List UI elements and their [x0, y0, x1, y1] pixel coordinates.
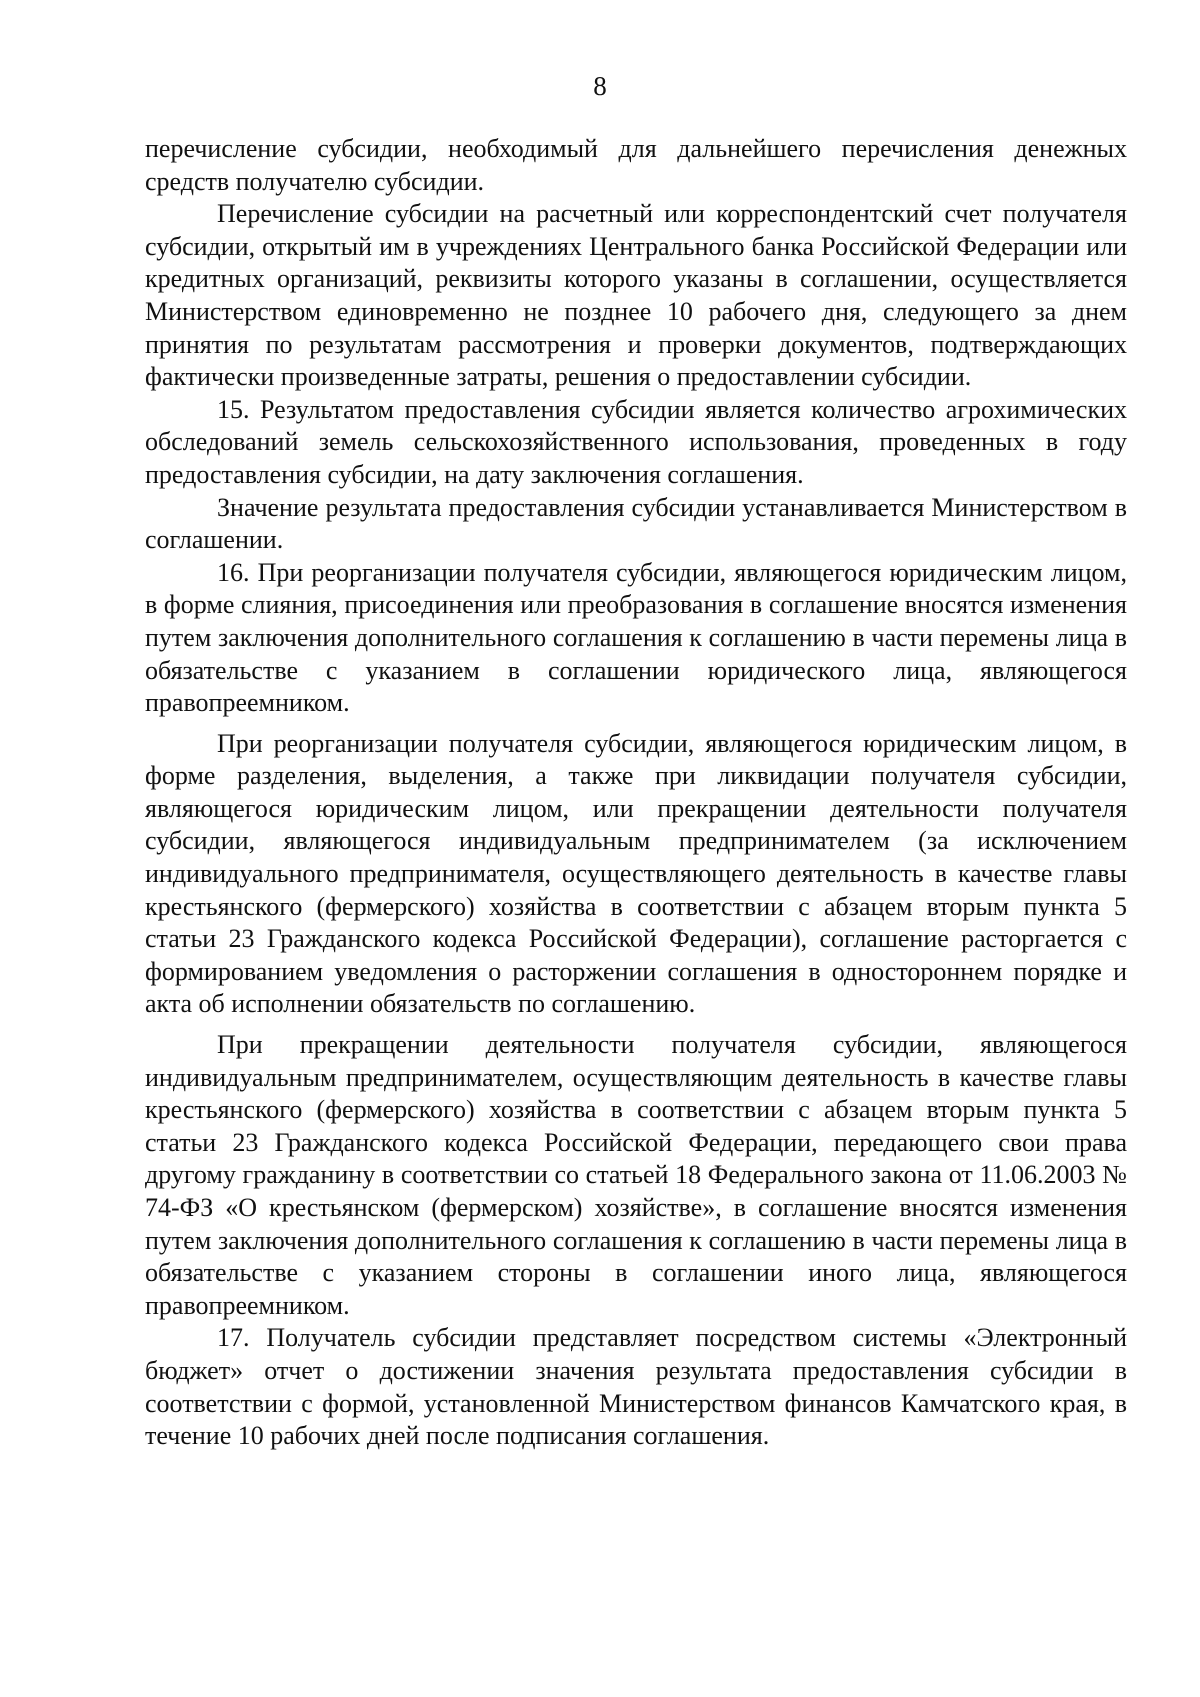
document-body	[145, 133, 1127, 1453]
paragraph-farm-succession: При прекращении деятельности получателя субсидии, являющегося индивидуальным предпринимателем, осуществляющим деятельность в качестве главы крестьянского (фермерского) хозяйства в соответствии с абзацем вторым пункта 5 статьи 23 Гражданского кодекса Российской Федерации, передающего свои права другому гражданину в соответствии со статьей 18 Федерального закона от 11.06.2003 № 74-ФЗ «О крестьянском (фермерском) хозяйстве», в соглашение вносятся изменения путем заключения дополнительного соглашения к соглашению в части перемены лица в обязательстве с указанием стороны в соглашении иного лица, являющегося правопреемником.	[145, 1030, 1127, 1320]
paragraph-reorganization-termination: При реорганизации получателя субсидии, являющегося юридическим лицом, в форме разделения, выделения, а также при ликвидации получателя субсидии, являющегося юридическим лицом, или прекращении деятельности получателя субсидии, являющегося индивидуальным предпринимателем (за исключением индивидуального предпринимателя, осуществляющего деятельность в качестве главы крестьянского (фермерского) хозяйства в соответствии с абзацем вторым пункта 5 статьи 23 Гражданского кодекса Российской Федерации), соглашение расторгается с формированием уведомления о расторжении соглашения в одностороннем порядке и акта об исполнении обязательств по соглашению.	[145, 728, 1127, 1019]
paragraph-result-value: Значение результата предоставления субсидии устанавливается Министерством в соглашении.	[145, 492, 1127, 555]
paragraph-item-16: 16. При реорганизации получателя субсидии, являющегося юридическим лицом, в форме слияния, присоединения или преобразования в соглашение вносятся изменения путем заключения дополнительного соглашения к соглашению в части перемены лица в обязательстве с указанием в соглашении юридического лица, являющегося правопреемником.	[145, 557, 1127, 718]
paragraph-continuation: перечисление субсидии, необходимый для дальнейшего перечисления денежных средств получателю субсидии.	[145, 134, 1127, 196]
page-number: 8	[593, 71, 607, 101]
paragraph-item-17: 17. Получатель субсидии представляет посредством системы «Электронный бюджет» отчет о достижении значения результата предоставления субсидии в соответствии с формой, установленной Министерством финансов Камчатского края, в течение 10 рабочих дней после подписания соглашения.	[145, 1323, 1127, 1451]
paragraph-subsidy-transfer: Перечисление субсидии на расчетный или корреспондентский счет получателя субсидии, открытый им в учреждениях Центрального банка Российской Федерации или кредитных организаций, реквизиты которого указаны в соглашении, осуществляется Министерством единовременно не позднее 10 рабочего дня, следующего за днем принятия по результатам рассмотрения и проверки документов, подтверждающих фактически произведенные затраты, решения о предоставлении субсидии.	[145, 199, 1127, 392]
paragraph-item-15: 15. Результатом предоставления субсидии является количество агрохимических обследований земель сельскохозяйственного использования, проведенных в году предоставления субсидии, на дату заключения соглашения.	[145, 394, 1127, 489]
